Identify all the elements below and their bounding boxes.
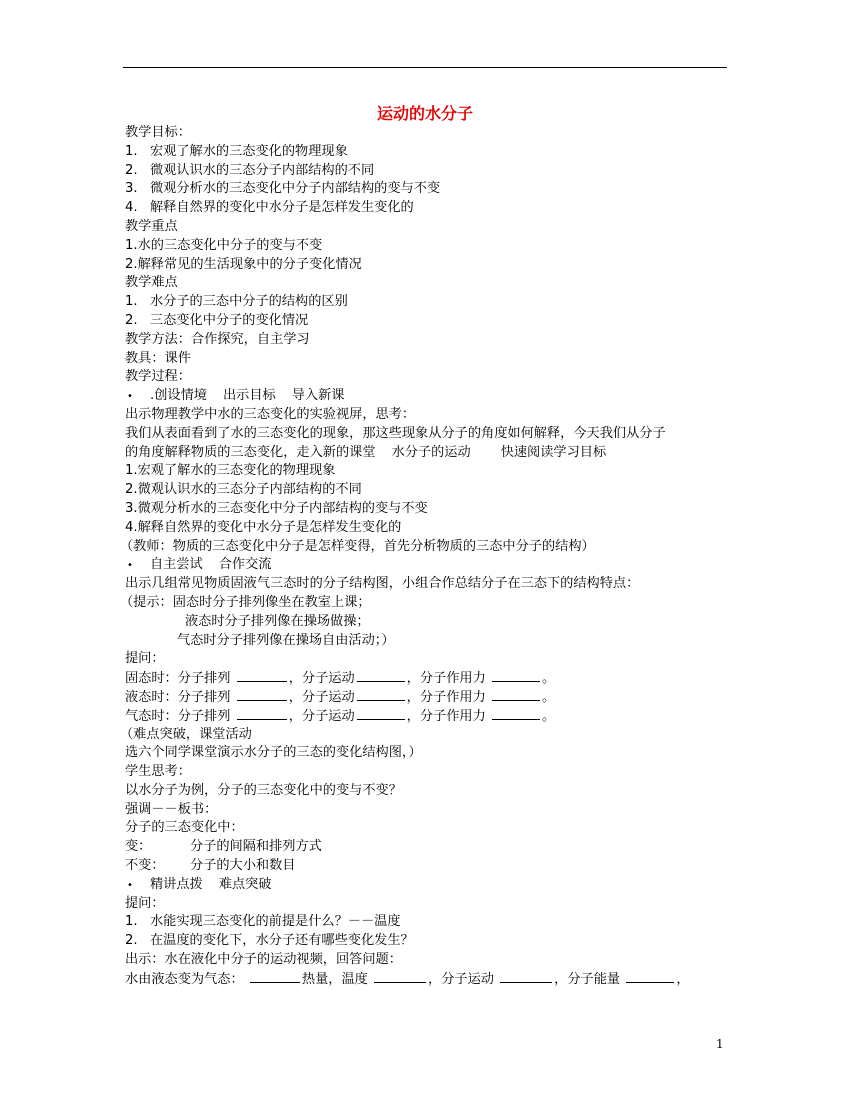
objective-item: 1. 宏观了解水的三态变化的物理现象 — [125, 143, 348, 159]
blank-field — [492, 669, 540, 682]
paragraph: 以水分子为例，分子的三态变化中的变与不变？ — [125, 782, 402, 798]
paragraph: 分子的三态变化中： — [125, 820, 244, 836]
teaching-method: 教学方法：合作探究，自主学习 — [125, 331, 310, 347]
objective-item: 3. 微观分析水的三态变化中分子内部结构的变与不变 — [125, 181, 441, 197]
teacher-note: （教师：物质的三态变化中分子是怎样变得，首先分析物质的三态中分子的结构） — [120, 538, 595, 554]
header-rule — [123, 67, 727, 68]
page-number: 1 — [716, 1037, 724, 1051]
blank-field — [374, 970, 426, 983]
paragraph: 学生思考： — [125, 764, 191, 780]
state-row: 液态时：分子排列 ，分子运动 ，分子作用力 。 — [125, 689, 556, 705]
paragraph: 出示几组常见物质固液气三态时的分子结构图，小组合作总结分子在三态下的结构特点： — [125, 576, 640, 592]
teaching-tools: 教具：课件 — [125, 350, 191, 366]
hint-line: （提示：固态时分子排列像坐在教室上课； — [120, 594, 371, 610]
ask-label: 提问： — [125, 651, 165, 667]
paragraph: 我们从表面看到了水的三态变化的现象，那这些现象从分子的角度如何解释，今天我们从分子 — [125, 425, 666, 441]
blank-field — [237, 707, 287, 720]
paragraph: 出示物理教学中水的三态变化的实验视屏，思考： — [125, 406, 416, 422]
fill-in-line: 水由液态变为气态： 热量，温度 ，分子运动 ，分子能量 ， — [125, 971, 690, 987]
blank-field — [237, 669, 287, 682]
blank-field — [357, 707, 405, 720]
paragraph: 选六个同学课堂演示水分子的三态的变化结构图，） — [125, 745, 422, 761]
paragraph: 强调－－板书： — [125, 801, 218, 817]
state-row: 气态时：分子排列 ，分子运动 ，分子作用力 。 — [125, 708, 556, 724]
blank-field — [626, 970, 674, 983]
document-title: 运动的水分子 — [376, 104, 473, 123]
objectives-heading: 教学目标： — [125, 125, 191, 140]
paragraph: （难点突破，课堂活动 — [120, 726, 252, 742]
objective-item: 4. 解释自然界的变化中水分子是怎样发生变化的 — [125, 200, 414, 216]
goal-item: 3.微观分析水的三态变化中分子内部结构的变与不变 — [125, 500, 428, 516]
state-row: 固态时：分子排列 ，分子运动 ，分子作用力 。 — [125, 671, 556, 687]
paragraph: 出示：水在液化中分子的运动视频，回答问题： — [125, 952, 402, 968]
section2-heading: • 自主尝试 合作交流 — [125, 556, 735, 575]
key-points-heading: 教学重点 — [125, 218, 178, 234]
key-point-item: 1.水的三态变化中分子的变与不变 — [125, 237, 323, 253]
blank-field — [492, 688, 540, 701]
process-heading: 教学过程： — [125, 369, 191, 385]
blank-field — [357, 669, 405, 682]
change-line: 变： 分子的间隔和排列方式 — [125, 839, 322, 855]
bullet-icon: • — [127, 391, 133, 403]
blank-field — [357, 688, 405, 701]
document-body — [120, 124, 735, 989]
section1-heading: • .创设情境 出示目标 导入新课 — [125, 387, 735, 406]
goal-item: 2.微观认识水的三态分子内部结构的不同 — [125, 482, 362, 498]
blank-field — [492, 707, 540, 720]
blank-field — [250, 970, 300, 983]
question-item: 2. 在温度的变化下，水分子还有哪些变化发生？ — [125, 933, 414, 949]
ask-label: 提问： — [125, 895, 165, 911]
question-item: 1. 水能实现三态变化的前提是什么？－－温度 — [125, 914, 401, 930]
blank-field — [237, 688, 287, 701]
difficulty-item: 2. 三态变化中分子的变化情况 — [125, 312, 309, 328]
section3-heading: • 精讲点拨 难点突破 — [125, 876, 735, 895]
nochange-line: 不变： 分子的大小和数目 — [125, 858, 296, 874]
key-point-item: 2.解释常见的生活现象中的分子变化情况 — [125, 256, 362, 272]
blank-field — [500, 970, 552, 983]
bullet-icon: • — [127, 879, 133, 891]
goal-item: 1.宏观了解水的三态变化的物理现象 — [125, 463, 336, 479]
difficulty-item: 1. 水分子的三态中分子的结构的区别 — [125, 294, 348, 310]
objective-item: 2. 微观认识水的三态分子内部结构的不同 — [125, 162, 375, 178]
goal-item: 4.解释自然界的变化中水分子是怎样发生变化的 — [125, 519, 402, 535]
hint-line: 气态时分子排列像在操场自由活动；） — [177, 632, 395, 648]
hint-line: 液态时分子排列像在操场做操； — [185, 613, 370, 629]
paragraph: 的角度解释物质的三态变化，走入新的课堂 水分子的运动 快速阅读学习目标 — [125, 444, 607, 460]
difficulties-heading: 教学难点 — [125, 275, 178, 291]
bullet-icon: • — [127, 560, 133, 572]
